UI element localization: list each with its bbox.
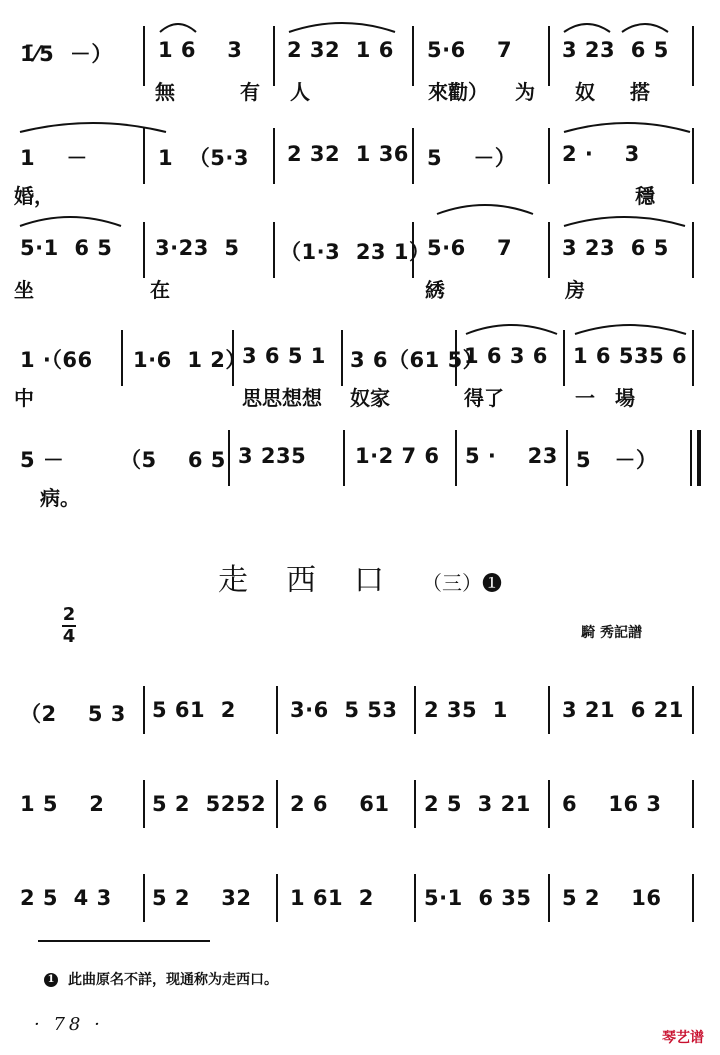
measure: 3 23 6 5 <box>562 38 669 62</box>
footnote-rule <box>38 940 210 942</box>
slur <box>562 20 612 34</box>
barline <box>412 222 414 278</box>
lyric: 在 <box>150 278 170 302</box>
barline <box>548 222 550 278</box>
barline <box>690 430 692 486</box>
barline <box>692 128 694 184</box>
slur <box>18 120 168 134</box>
barline <box>414 780 416 828</box>
barline <box>412 26 414 86</box>
barline <box>692 686 694 734</box>
lyric: 奴家 <box>350 386 390 410</box>
footnote-marker-icon: 1 <box>44 973 58 987</box>
barline <box>692 780 694 828</box>
barline <box>341 330 343 386</box>
measure: 3 235 <box>238 444 307 468</box>
barline <box>692 330 694 386</box>
lyric: 搭 <box>630 80 650 104</box>
measure: 1 － <box>20 146 88 170</box>
barline <box>692 222 694 278</box>
lyric: 中 <box>14 386 34 410</box>
slur <box>620 20 670 34</box>
barline <box>548 26 550 86</box>
transcriber-credit: 騎 秀記譜 <box>581 625 642 641</box>
measure: 5 2 32 <box>152 886 252 910</box>
measure: （1·3 23 1） <box>280 240 431 264</box>
barline <box>143 222 145 278</box>
measure: 1·2 7 6 <box>355 444 440 468</box>
measure: 2 32 1 6 <box>287 38 394 62</box>
measure: 1 （5·3 <box>158 146 249 170</box>
measure: 5 －） <box>576 448 658 472</box>
barline <box>548 780 550 828</box>
measure: 2 · 3 <box>562 142 640 166</box>
slur <box>435 202 535 216</box>
measure: 6 16 3 <box>562 792 662 816</box>
slur <box>562 120 692 134</box>
barline <box>143 780 145 828</box>
time-signature-top: 2 <box>62 604 76 625</box>
page-number: · 78 · <box>34 1014 104 1035</box>
slur <box>562 214 687 228</box>
measure: （2 5 3 <box>20 702 126 726</box>
lyric: 無 <box>155 80 175 104</box>
lyric: 綉 <box>425 278 445 302</box>
time-signature-bottom: 4 <box>62 626 76 647</box>
barline <box>414 686 416 734</box>
lyric: 來勸） <box>428 80 488 104</box>
barline <box>228 430 230 486</box>
barline <box>232 330 234 386</box>
lyric: 奴 <box>575 80 595 104</box>
barline <box>121 330 123 386</box>
barline <box>273 26 275 86</box>
measure: 1 ·（66 <box>20 348 93 372</box>
barline <box>563 330 565 386</box>
lyric: 有 <box>240 80 260 104</box>
measure: 3 21 6 21 <box>562 698 684 722</box>
piece-title-text: 走西口 <box>218 563 422 598</box>
measure: 5 61 2 <box>152 698 236 722</box>
measure: 2 5 4 3 <box>20 886 112 910</box>
measure: 5·6 7 <box>427 236 513 260</box>
barline <box>143 686 145 734</box>
lyric: 房 <box>565 278 585 302</box>
footnote-text: 此曲原名不詳，现通称为走西口。 <box>68 972 278 988</box>
measure: 1 6 535 6 <box>573 344 688 368</box>
barline <box>692 874 694 922</box>
measure: 5·1 6 35 <box>424 886 532 910</box>
measure: 1 6 3 <box>158 38 243 62</box>
measure: 3·23 5 <box>155 236 240 260</box>
measure: 5 2 5252 <box>152 792 267 816</box>
measure: 5 －） <box>427 146 517 170</box>
barline <box>143 874 145 922</box>
measure: 3·6 5 53 <box>290 698 398 722</box>
lyric: 为 <box>515 80 535 104</box>
barline <box>273 222 275 278</box>
time-signature <box>62 606 76 646</box>
final-barline <box>697 430 701 486</box>
slur <box>573 322 688 336</box>
measure: 1 6 3 6 <box>464 344 548 368</box>
slur <box>287 20 397 34</box>
measure: 3 6 5 1 <box>242 344 326 368</box>
barline <box>548 128 550 184</box>
measure: 2 32 1 36 <box>287 142 409 166</box>
barline <box>276 780 278 828</box>
barline <box>343 430 345 486</box>
barline <box>276 686 278 734</box>
measure: 1̄⁄5 －） <box>20 42 113 66</box>
lyric: 坐 <box>14 278 34 302</box>
lyric: 穩 <box>635 184 655 208</box>
barline <box>143 26 145 86</box>
lyric: 病。 <box>40 486 80 510</box>
barline <box>548 686 550 734</box>
lyric: 婚， <box>14 184 54 208</box>
barline <box>273 128 275 184</box>
measure: 5·1 6 5 <box>20 236 113 260</box>
watermark-logo: 琴艺谱 <box>662 1030 704 1046</box>
lyric: 得了 <box>464 386 504 410</box>
measure: 5 － <box>20 448 65 472</box>
barline <box>276 874 278 922</box>
barline <box>566 430 568 486</box>
footnote <box>44 969 278 989</box>
slur <box>18 214 123 228</box>
barline <box>548 874 550 922</box>
slur <box>158 20 198 34</box>
measure: 1 61 2 <box>290 886 374 910</box>
measure: 5 2 16 <box>562 886 662 910</box>
measure: 2 6 61 <box>290 792 390 816</box>
lyric: 人 <box>290 80 310 104</box>
measure: 1 5 2 <box>20 792 105 816</box>
piece-title-number: （三） <box>422 571 482 595</box>
lyric: 場 <box>615 386 635 410</box>
piece-title <box>0 555 720 599</box>
slur <box>464 322 559 336</box>
barline <box>414 874 416 922</box>
barline <box>455 330 457 386</box>
measure: 5·6 7 <box>427 38 513 62</box>
measure: （5 6 5 <box>120 448 226 472</box>
measure: 3 23 6 5 <box>562 236 669 260</box>
measure: 2 35 1 <box>424 698 508 722</box>
barline <box>692 26 694 86</box>
barline <box>143 128 145 184</box>
barline <box>455 430 457 486</box>
lyric: 一 <box>575 386 595 410</box>
measure: 2 5 3 21 <box>424 792 531 816</box>
measure: 1·6 1 2） <box>133 348 247 372</box>
footnote-marker: ❶ <box>482 571 502 595</box>
measure: 3 6（61 5） <box>350 348 485 372</box>
measure: 5 · 23 <box>465 444 558 468</box>
barline <box>412 128 414 184</box>
lyric: 思思想想 <box>242 386 322 410</box>
